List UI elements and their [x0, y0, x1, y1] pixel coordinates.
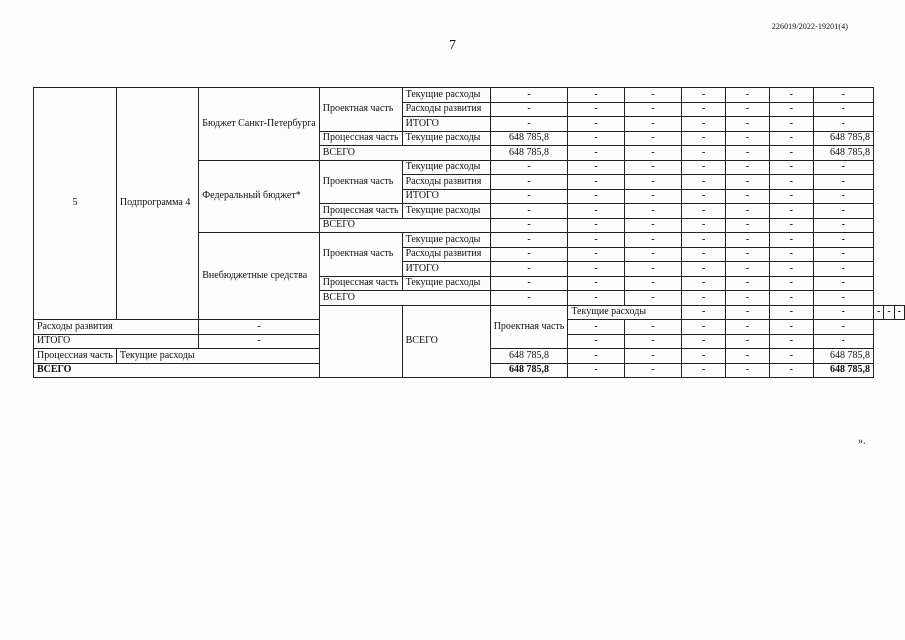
value-cell: -	[568, 233, 624, 248]
value-cell: -	[568, 146, 624, 161]
value-cell: -	[682, 117, 726, 132]
value-cell: -	[624, 204, 681, 219]
value-cell: 648 785,8	[813, 146, 873, 161]
value-cell: -	[682, 189, 726, 204]
value-cell: -	[682, 247, 726, 262]
value-cell: -	[884, 305, 894, 320]
value-cell: -	[726, 262, 770, 277]
value-cell: -	[568, 334, 624, 349]
document-code: 226019/2022-19201(4)	[771, 22, 848, 31]
value-cell: -	[682, 305, 726, 320]
value-cell: -	[624, 262, 681, 277]
value-cell: -	[769, 146, 813, 161]
value-cell: -	[490, 102, 568, 117]
value-cell: -	[813, 291, 873, 306]
value-cell: -	[813, 117, 873, 132]
part-label-cell: Проектная часть	[319, 233, 402, 277]
value-cell: -	[682, 320, 726, 335]
value-cell: -	[813, 305, 873, 320]
total-cell	[319, 305, 402, 378]
value-cell: -	[490, 233, 568, 248]
subprogram-cell: Подпрограмма 4	[116, 88, 198, 320]
value-cell: -	[682, 146, 726, 161]
value-cell: -	[682, 233, 726, 248]
row-label-cell: Расходы развития	[34, 320, 199, 335]
value-cell: -	[624, 349, 681, 364]
value-cell: -	[769, 175, 813, 190]
row-label-cell: ВСЕГО	[319, 146, 490, 161]
value-cell: -	[813, 320, 873, 335]
value-cell: 648 785,8	[490, 146, 568, 161]
value-cell: -	[813, 276, 873, 291]
closing-quote-mark: ».	[858, 436, 866, 447]
value-cell: -	[624, 88, 681, 103]
value-cell: -	[682, 218, 726, 233]
source-name-cell: Федеральный бюджет*	[199, 160, 319, 233]
value-cell: -	[726, 334, 770, 349]
value-cell: -	[682, 88, 726, 103]
row-label-cell: ИТОГО	[34, 334, 199, 349]
row-number-cell: 5	[34, 88, 117, 320]
value-cell: -	[726, 189, 770, 204]
value-cell: -	[490, 247, 568, 262]
value-cell: -	[568, 262, 624, 277]
value-cell: -	[682, 363, 726, 378]
value-cell: 648 785,8	[813, 363, 873, 378]
value-cell: -	[682, 204, 726, 219]
value-cell: -	[568, 189, 624, 204]
value-cell: -	[568, 349, 624, 364]
value-cell: -	[769, 189, 813, 204]
value-cell: -	[726, 305, 770, 320]
table-row	[34, 88, 905, 103]
total-label-cell: ВСЕГО	[402, 305, 490, 378]
value-cell: -	[726, 146, 770, 161]
value-cell: -	[568, 204, 624, 219]
value-cell: -	[769, 117, 813, 132]
value-cell: -	[769, 131, 813, 146]
value-cell: -	[624, 102, 681, 117]
value-cell: -	[726, 88, 770, 103]
value-cell: -	[624, 247, 681, 262]
row-label-cell: Текущие расходы	[402, 204, 490, 219]
value-cell: -	[624, 160, 681, 175]
value-cell: -	[568, 175, 624, 190]
value-cell: -	[624, 146, 681, 161]
value-cell: -	[726, 160, 770, 175]
value-cell: -	[682, 262, 726, 277]
value-cell: -	[568, 291, 624, 306]
value-cell: -	[769, 305, 813, 320]
value-cell: -	[769, 218, 813, 233]
value-cell: -	[490, 291, 568, 306]
value-cell: -	[624, 189, 681, 204]
row-label-cell: Текущие расходы	[568, 305, 682, 320]
value-cell: -	[490, 276, 568, 291]
value-cell: -	[769, 276, 813, 291]
value-cell: -	[682, 160, 726, 175]
page-number: 7	[449, 38, 456, 53]
value-cell: -	[726, 320, 770, 335]
value-cell: -	[490, 204, 568, 219]
row-label-cell: Текущие расходы	[402, 131, 490, 146]
part-label-cell: Процессная часть	[319, 276, 402, 291]
value-cell: -	[682, 102, 726, 117]
row-label-cell: Текущие расходы	[402, 233, 490, 248]
value-cell: -	[624, 320, 681, 335]
value-cell: -	[682, 131, 726, 146]
row-label-cell: Текущие расходы	[402, 88, 490, 103]
value-cell: -	[726, 291, 770, 306]
value-cell: -	[813, 102, 873, 117]
value-cell: -	[769, 233, 813, 248]
value-cell: -	[769, 102, 813, 117]
row-label-cell: Текущие расходы	[116, 349, 319, 364]
part-label-cell: Проектная часть	[319, 88, 402, 132]
value-cell: -	[726, 204, 770, 219]
value-cell: -	[726, 218, 770, 233]
value-cell: -	[624, 334, 681, 349]
row-label-cell: ВСЕГО	[34, 363, 320, 378]
value-cell: -	[568, 117, 624, 132]
value-cell: -	[490, 117, 568, 132]
value-cell: -	[624, 218, 681, 233]
value-cell: -	[682, 175, 726, 190]
value-cell: -	[624, 131, 681, 146]
value-cell: 648 785,8	[813, 131, 873, 146]
value-cell: -	[490, 262, 568, 277]
value-cell: -	[490, 88, 568, 103]
value-cell: 648 785,8	[490, 363, 568, 378]
part-label-cell: Процессная часть	[319, 131, 402, 146]
value-cell: -	[568, 363, 624, 378]
part-label-cell: Проектная часть	[490, 305, 568, 349]
value-cell: -	[894, 305, 904, 320]
value-cell: -	[568, 160, 624, 175]
source-name-cell: Бюджет Санкт-Петербурга	[199, 88, 319, 161]
value-cell: -	[624, 363, 681, 378]
row-label-cell: Расходы развития	[402, 247, 490, 262]
value-cell: -	[726, 131, 770, 146]
value-cell: -	[813, 218, 873, 233]
value-cell: -	[624, 117, 681, 132]
value-cell: -	[769, 334, 813, 349]
value-cell: -	[682, 276, 726, 291]
row-label-cell: ВСЕГО	[319, 218, 490, 233]
value-cell: -	[873, 305, 883, 320]
value-cell: -	[568, 247, 624, 262]
value-cell: 648 785,8	[490, 131, 568, 146]
value-cell: -	[726, 117, 770, 132]
value-cell: -	[624, 276, 681, 291]
value-cell: -	[813, 88, 873, 103]
row-label-cell: ИТОГО	[402, 189, 490, 204]
value-cell: -	[490, 175, 568, 190]
value-cell: -	[813, 160, 873, 175]
value-cell: -	[568, 276, 624, 291]
value-cell: -	[726, 363, 770, 378]
value-cell: -	[726, 102, 770, 117]
value-cell: -	[769, 291, 813, 306]
value-cell: -	[682, 291, 726, 306]
value-cell: -	[769, 262, 813, 277]
value-cell: -	[813, 175, 873, 190]
row-label-cell: ИТОГО	[402, 262, 490, 277]
value-cell: -	[199, 320, 319, 335]
part-label-cell: Процессная часть	[319, 204, 402, 219]
value-cell: -	[568, 88, 624, 103]
value-cell: -	[568, 320, 624, 335]
value-cell: -	[813, 262, 873, 277]
value-cell: -	[624, 291, 681, 306]
value-cell: -	[726, 349, 770, 364]
value-cell: -	[769, 160, 813, 175]
value-cell: -	[726, 233, 770, 248]
value-cell: -	[624, 233, 681, 248]
value-cell: -	[813, 204, 873, 219]
value-cell: -	[813, 233, 873, 248]
value-cell: -	[769, 349, 813, 364]
value-cell: -	[769, 320, 813, 335]
value-cell: -	[490, 189, 568, 204]
value-cell: -	[682, 349, 726, 364]
value-cell: -	[490, 160, 568, 175]
part-label-cell: Процессная часть	[34, 349, 117, 364]
row-label-cell: ВСЕГО	[319, 291, 490, 306]
row-label-cell: Текущие расходы	[402, 160, 490, 175]
value-cell: -	[624, 175, 681, 190]
value-cell: -	[769, 363, 813, 378]
value-cell: -	[769, 204, 813, 219]
value-cell: -	[769, 88, 813, 103]
value-cell: -	[813, 189, 873, 204]
value-cell: -	[813, 334, 873, 349]
value-cell: -	[199, 334, 319, 349]
value-cell: -	[813, 247, 873, 262]
value-cell: -	[726, 247, 770, 262]
row-label-cell: Расходы развития	[402, 102, 490, 117]
value-cell: 648 785,8	[813, 349, 873, 364]
value-cell: -	[568, 218, 624, 233]
part-label-cell: Проектная часть	[319, 160, 402, 204]
row-label-cell: Текущие расходы	[402, 276, 490, 291]
value-cell: 648 785,8	[490, 349, 568, 364]
row-label-cell: Расходы развития	[402, 175, 490, 190]
value-cell: -	[769, 247, 813, 262]
value-cell: -	[568, 131, 624, 146]
value-cell: -	[682, 334, 726, 349]
budget-table	[33, 87, 905, 378]
value-cell: -	[726, 276, 770, 291]
source-name-cell: Внебюджетные средства	[199, 233, 319, 320]
value-cell: -	[568, 102, 624, 117]
row-label-cell: ИТОГО	[402, 117, 490, 132]
value-cell: -	[726, 175, 770, 190]
value-cell: -	[490, 218, 568, 233]
